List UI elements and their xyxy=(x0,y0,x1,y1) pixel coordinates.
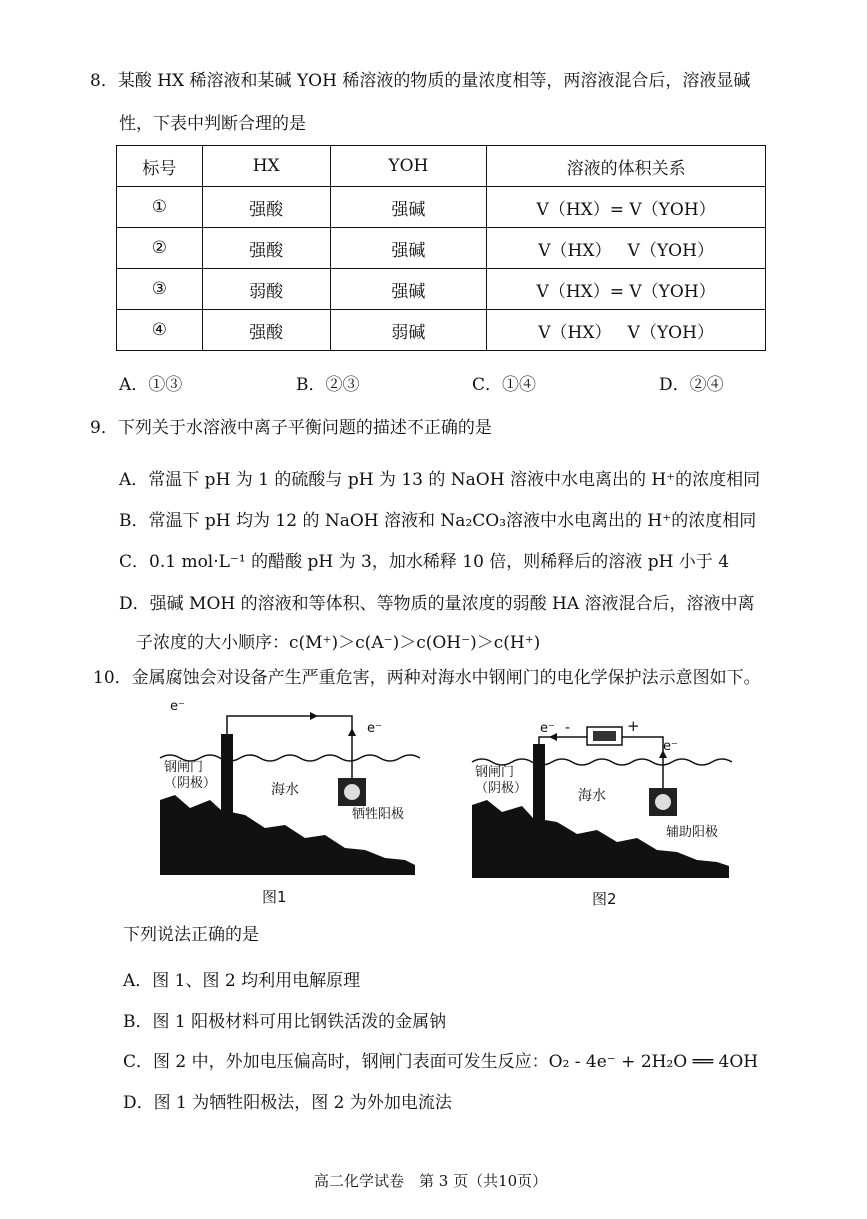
fig2-plus-label: + xyxy=(627,717,640,735)
table-cell: V（HX）= V（YOH） xyxy=(487,269,766,310)
q10-option-d[interactable]: D．图 1 为牺牲阳极法，图 2 为外加电流法 xyxy=(123,1093,452,1113)
fig2-caption: 图2 xyxy=(592,890,617,908)
table-cell: ① xyxy=(117,187,203,228)
table-cell: ② xyxy=(117,228,203,269)
table-cell: 弱酸 xyxy=(202,269,330,310)
q8-stem-line1: 8．某酸 HX 稀溶液和某碱 YOH 稀溶液的物质的量浓度相等，两溶液混合后，溶液显碱 xyxy=(90,71,751,91)
fig1-gate-label: 钢闸门 xyxy=(164,760,204,775)
q9-option-b[interactable]: B．常温下 pH 均为 12 的 NaOH 溶液和 Na₂CO₃溶液中水电离出的 H⁺的浓度相同 xyxy=(119,511,757,531)
q8-option-a[interactable]: A．①③ xyxy=(119,375,183,395)
q10-sub-stem: 下列说法正确的是 xyxy=(123,925,259,945)
fig1-gate-sublabel: （阴极） xyxy=(164,776,217,791)
anode-core xyxy=(655,794,671,810)
table-cell: V（HX） V（YOH） xyxy=(487,310,766,351)
table-cell: 强碱 xyxy=(330,269,487,310)
q8-option-c[interactable]: C．①④ xyxy=(472,375,537,395)
table-row xyxy=(117,310,766,351)
table-row xyxy=(117,228,766,269)
table-header: HX xyxy=(202,146,330,187)
fig1-caption: 图1 xyxy=(262,888,287,906)
q8-option-b[interactable]: B．②③ xyxy=(296,375,360,395)
fig1-e-label-right: e⁻ xyxy=(367,721,382,736)
fig1-water-label: 海水 xyxy=(271,782,299,798)
table-cell: 弱碱 xyxy=(330,310,487,351)
fig2-minus-label: - xyxy=(565,720,571,736)
fig1-e-label-top: e⁻ xyxy=(170,699,185,714)
fig2-e-label-right: e⁻ xyxy=(663,739,678,754)
q8-table xyxy=(116,145,766,351)
q8-stem-line2: 性，下表中判断合理的是 xyxy=(119,114,306,134)
table-row xyxy=(117,269,766,310)
table-cell: 强酸 xyxy=(202,228,330,269)
q9-option-d-cont: 子浓度的大小顺序：c(M⁺)＞c(A⁻)＞c(OH⁻)＞c(H⁺) xyxy=(136,633,541,653)
table-cell: 强碱 xyxy=(330,187,487,228)
table-header: 溶液的体积关系 xyxy=(487,146,766,187)
fig2-anode-label: 辅助阳极 xyxy=(666,825,719,840)
fig2-e-label-left: e⁻ xyxy=(540,721,555,736)
q10-option-a[interactable]: A．图 1、图 2 均利用电解原理 xyxy=(123,971,361,991)
table-cell: ④ xyxy=(117,310,203,351)
fig2-gate-label: 钢闸门 xyxy=(475,765,515,780)
q9-option-d[interactable]: D．强碱 MOH 的溶液和等体积、等物质的量浓度的弱酸 HA 溶液混合后，溶液中离 xyxy=(119,594,755,614)
q10-stem: 10．金属腐蚀会对设备产生严重危害，两种对海水中钢闸门的电化学保护法示意图如下。 xyxy=(93,668,761,688)
q9-stem: 9．下列关于水溶液中离子平衡问题的描述不正确的是 xyxy=(90,418,492,438)
arrow-right-icon xyxy=(310,712,318,720)
q10-option-b[interactable]: B．图 1 阳极材料可用比钢铁活泼的金属钠 xyxy=(123,1012,447,1032)
fig2-water-label: 海水 xyxy=(578,788,606,804)
table-row xyxy=(117,187,766,228)
wire xyxy=(227,716,352,772)
table-cell: V（HX）= V（YOH） xyxy=(487,187,766,228)
fig2-gate-sublabel: （阴极） xyxy=(475,781,528,796)
arrow-up-icon xyxy=(348,728,356,736)
table-cell: V（HX） V（YOH） xyxy=(487,228,766,269)
table-cell: ③ xyxy=(117,269,203,310)
table-header: 标号 xyxy=(117,146,203,187)
q8-option-d[interactable]: D．②④ xyxy=(659,375,724,395)
table-header-row xyxy=(117,146,766,187)
table-cell: 强酸 xyxy=(202,187,330,228)
table-header: YOH xyxy=(330,146,487,187)
anode-core xyxy=(344,784,360,800)
q9-option-a[interactable]: A．常温下 pH 为 1 的硫酸与 pH 为 13 的 NaOH 溶液中水电离出的 H⁺的浓度相同 xyxy=(119,470,761,490)
q9-option-c[interactable]: C．0.1 mol·L⁻¹ 的醋酸 pH 为 3，加水稀释 10 倍，则稀释后的溶液 pH 小于 4 xyxy=(119,552,730,572)
table-cell: 强酸 xyxy=(202,310,330,351)
wire xyxy=(539,737,587,748)
page-footer: 高二化学试卷 第 3 页（共10页） xyxy=(314,1172,548,1190)
fig1-anode-label: 牺牲阳极 xyxy=(352,807,405,822)
table-cell: 强碱 xyxy=(330,228,487,269)
q10-option-c[interactable]: C．图 2 中，外加电压偏高时，钢闸门表面可发生反应：O₂ - 4e⁻ + 2H₂O ══ 4OH xyxy=(123,1052,759,1072)
